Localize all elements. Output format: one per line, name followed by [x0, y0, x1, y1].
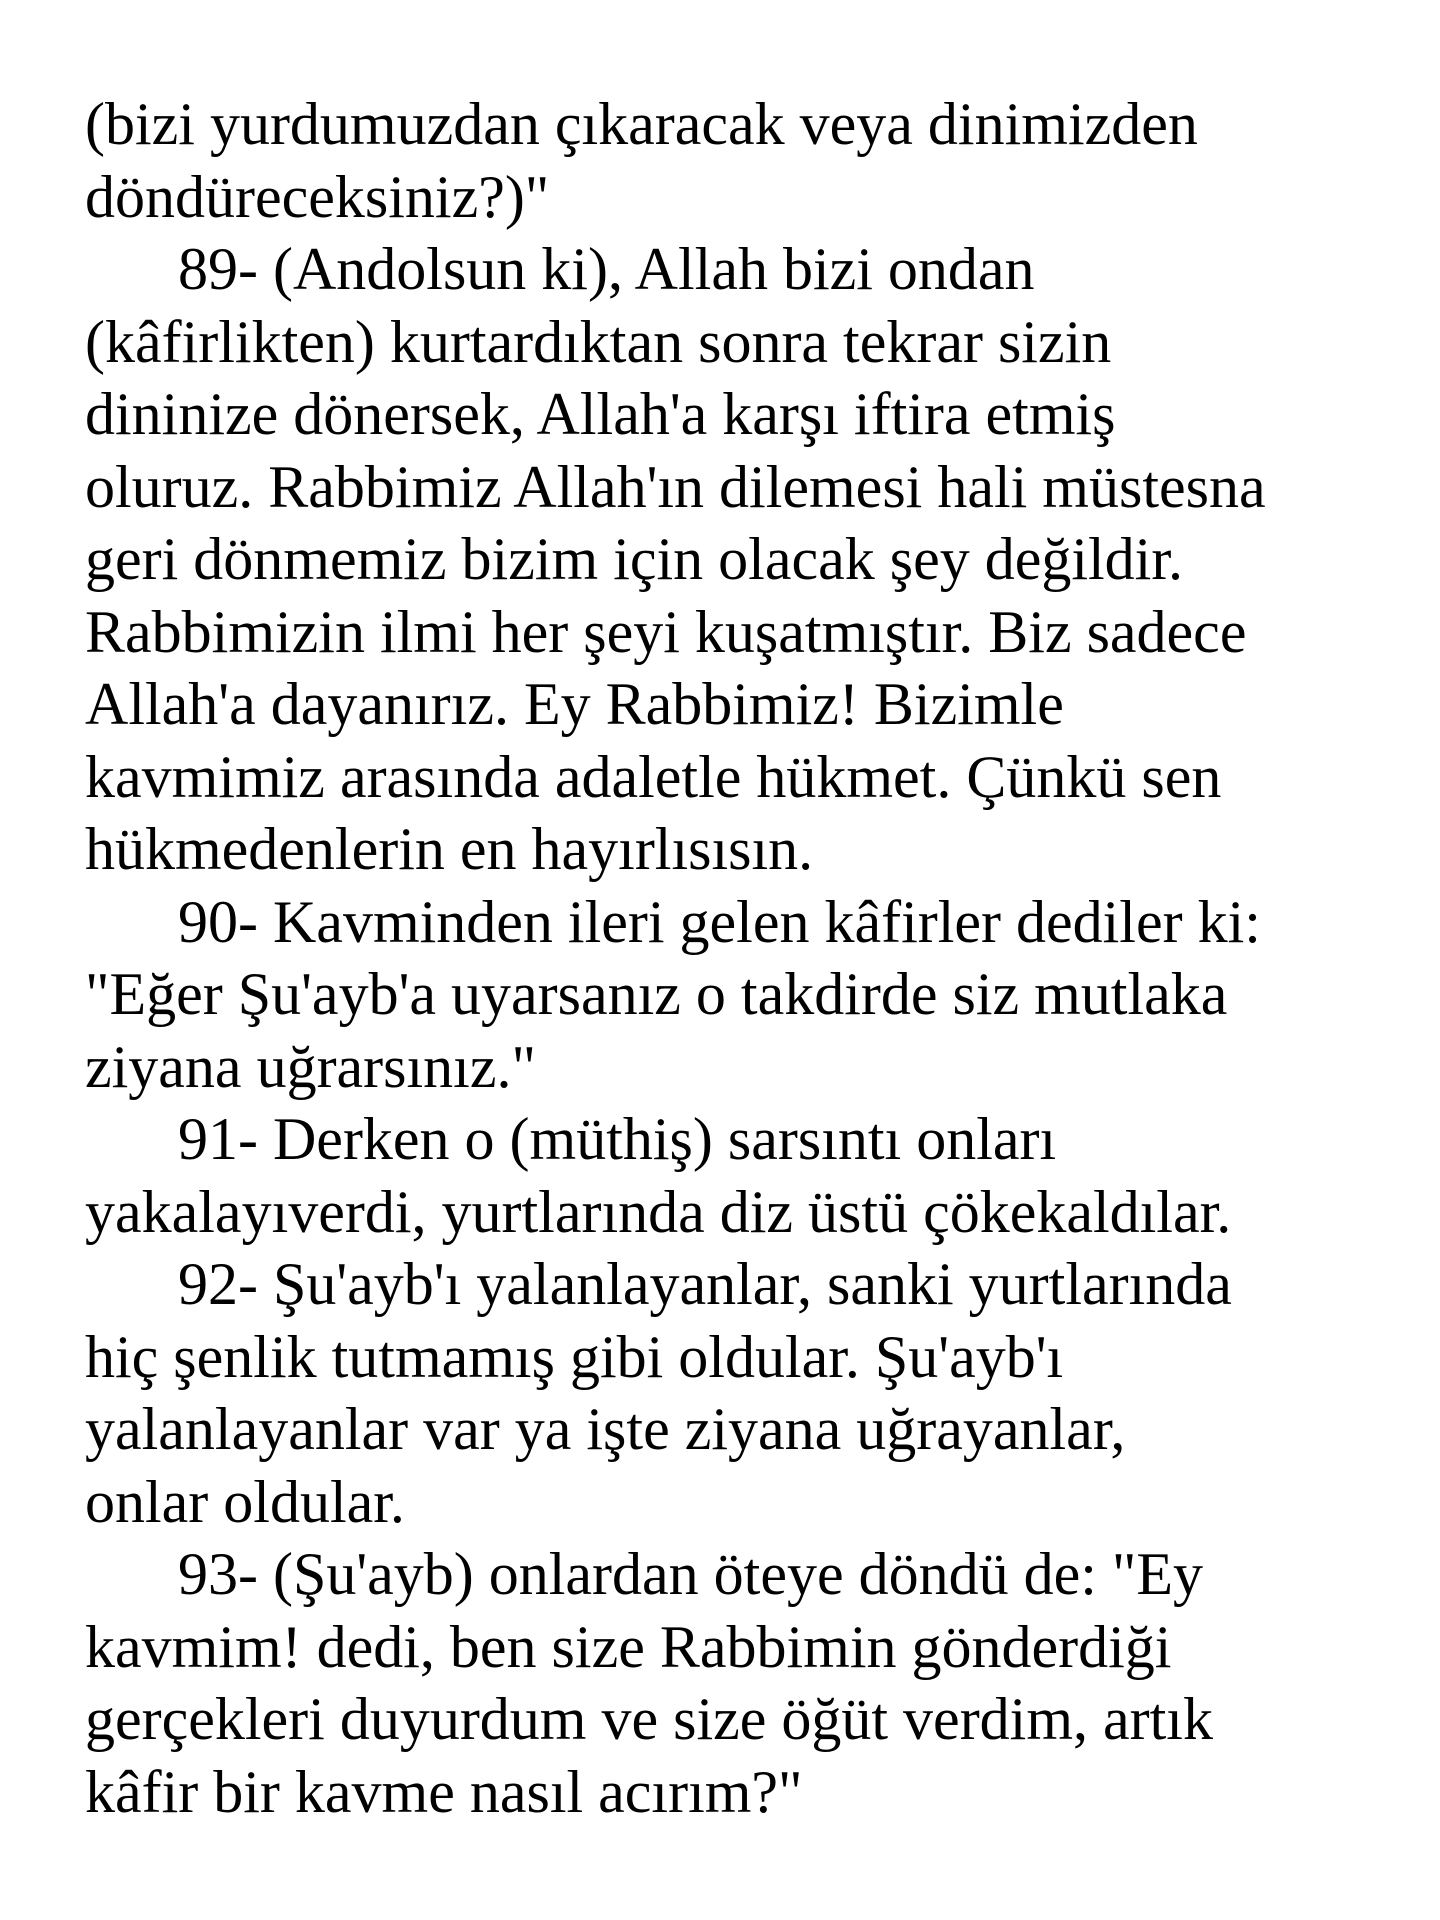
- text-line: 91- Derken o (müthiş) sarsıntı onları: [178, 1106, 1057, 1172]
- text-line: oluruz. Rabbimiz Allah'ın dilemesi hali müstesna: [85, 453, 1266, 520]
- text-line: kavmimiz arasında adaletle hükmet. Çünkü sen: [85, 743, 1222, 810]
- text-line: dininize dönersek, Allah'a karşı iftira etmiş: [85, 381, 1116, 447]
- text-line: ziyana uğrarsınız.": [85, 1033, 536, 1100]
- text-line: kâfir bir kavme nasıl acırım?": [85, 1758, 803, 1825]
- text-line: (kâfirlikten) kurtardıktan sonra tekrar sizin: [85, 308, 1112, 375]
- text-line: 92- Şu'ayb'ı yalanlayanlar, sanki yurtlarında: [178, 1251, 1232, 1317]
- text-line: Allah'a dayanırız. Ey Rabbimiz! Bizimle: [85, 671, 1064, 737]
- document-page: [85, 88, 1415, 1828]
- text-line: onlar oldular.: [85, 1468, 405, 1535]
- text-line: geri dönmemiz bizim için olacak şey değildir.: [85, 526, 1184, 592]
- text-line: 93- (Şu'ayb) onlardan öteye döndü de: "Ey: [178, 1541, 1204, 1607]
- text-line: döndüreceksiniz?)": [85, 163, 550, 230]
- text-line: Rabbimizin ilmi her şeyi kuşatmıştır. Biz sadece: [85, 598, 1247, 665]
- text-line: hiç şenlik tutmamış gibi oldular. Şu'ayb'ı: [85, 1323, 1064, 1390]
- text-line: hükmedenlerin en hayırlısısın.: [85, 816, 814, 882]
- text-line: yakalayıverdi, yurtlarında diz üstü çökekaldılar.: [85, 1178, 1232, 1245]
- text-line: yalanlayanlar var ya işte ziyana uğrayanlar,: [85, 1396, 1126, 1462]
- text-line: 90- Kavminden ileri gelen kâfirler dediler ki:: [178, 888, 1261, 955]
- text-line: kavmim! dedi, ben size Rabbimin gönderdiği: [85, 1613, 1172, 1680]
- text-line: (bizi yurdumuzdan çıkaracak veya dinimizden: [85, 91, 1198, 157]
- text-line: "Eğer Şu'ayb'a uyarsanız o takdirde siz mutlaka: [85, 961, 1228, 1027]
- text-line: 89- (Andolsun ki), Allah bizi ondan: [178, 236, 1035, 302]
- text-line: gerçekleri duyurdum ve size öğüt verdim, artık: [85, 1686, 1213, 1752]
